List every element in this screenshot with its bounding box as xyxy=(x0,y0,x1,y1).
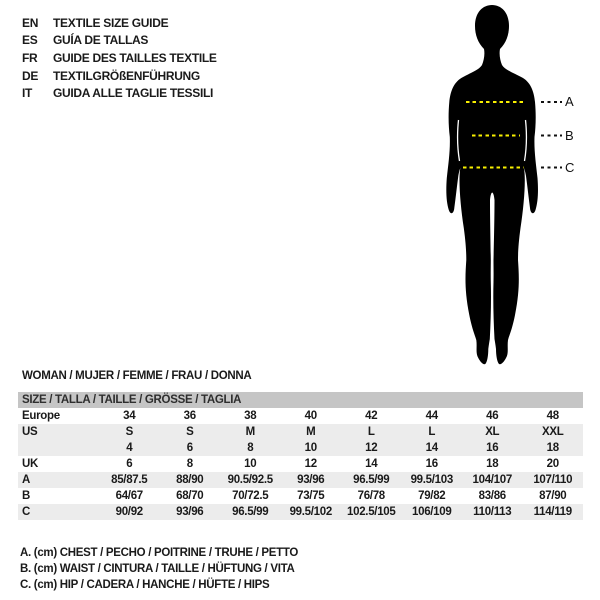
table-row-europe xyxy=(18,408,583,424)
size-cell: 46 xyxy=(486,410,499,422)
size-cell: 18 xyxy=(486,458,499,470)
size-cell: 16 xyxy=(486,442,499,454)
size-cell: 110/113 xyxy=(473,506,512,518)
marker-label-a: A xyxy=(565,94,574,109)
size-cell: 12 xyxy=(365,442,378,454)
row-label: UK xyxy=(22,458,39,470)
size-cell: 6 xyxy=(126,458,133,470)
size-cell: 68/70 xyxy=(176,490,204,502)
marker-label-b: B xyxy=(565,127,574,143)
size-cell: L xyxy=(428,426,436,438)
size-cell: 20 xyxy=(546,458,559,470)
size-cell: 106/109 xyxy=(412,506,452,518)
language-label: GUIDE DES TAILLES TEXTILE xyxy=(53,50,217,65)
size-cell: 10 xyxy=(244,458,257,470)
marker-label-c: C xyxy=(565,159,575,175)
table-row-uk xyxy=(18,456,583,472)
table-row-us-numeric xyxy=(18,440,583,456)
size-cell: 64/67 xyxy=(115,490,143,502)
size-cell: 76/78 xyxy=(357,490,385,502)
size-cell: 38 xyxy=(244,410,257,422)
size-cell: 4 xyxy=(126,442,133,454)
size-cell: 88/90 xyxy=(176,474,204,486)
size-cell: XL xyxy=(485,426,500,438)
size-cell: 104/107 xyxy=(472,474,512,486)
language-code: IT xyxy=(22,86,33,101)
row-label: Europe xyxy=(22,410,60,422)
language-code: ES xyxy=(22,33,38,48)
size-cell: S xyxy=(186,426,194,438)
measurement-figure xyxy=(440,0,600,378)
size-cell: 90/92 xyxy=(115,506,143,518)
size-cell: S xyxy=(125,426,133,438)
measurement-legend xyxy=(20,546,298,593)
language-label: TEXTILGRÖßENFÜHRUNG xyxy=(53,68,200,83)
size-cell: 14 xyxy=(365,458,378,470)
table-row-chest xyxy=(18,472,583,488)
row-label xyxy=(18,440,99,456)
table-row-us xyxy=(18,424,583,440)
language-row xyxy=(22,49,217,67)
language-code: DE xyxy=(22,68,39,83)
table-row-hip xyxy=(18,504,583,520)
size-cell: 10 xyxy=(304,442,317,454)
size-cell: 96.5/99 xyxy=(353,474,390,486)
size-cell: 48 xyxy=(546,410,559,422)
language-row xyxy=(22,14,217,32)
language-label: GUÍA DE TALLAS xyxy=(53,33,149,48)
language-label: GUIDA ALLE TAGLIE TESSILI xyxy=(53,86,214,101)
language-code: FR xyxy=(22,50,38,65)
language-code: EN xyxy=(22,15,39,30)
size-cell: 40 xyxy=(304,410,317,422)
size-cell: 87/90 xyxy=(539,490,567,502)
size-cell: 8 xyxy=(186,458,193,470)
size-cell: 6 xyxy=(186,442,193,454)
woman-silhouette-svg xyxy=(440,0,600,378)
size-cell: 79/82 xyxy=(418,490,446,502)
size-cell: 102.5/105 xyxy=(347,506,396,518)
language-label: TEXTILE SIZE GUIDE xyxy=(53,15,169,30)
legend-line-hip: C. (cm) HIP / CADERA / HANCHE / HÜFTE / HIPS xyxy=(20,578,270,591)
woman-silhouette xyxy=(446,5,538,364)
legend-line-chest: A. (cm) CHEST / PECHO / POITRINE / TRUHE / PETTO xyxy=(20,547,299,559)
size-cell: 14 xyxy=(425,442,438,454)
row-label: C xyxy=(22,506,31,518)
section-title: WOMAN / MUJER / FEMME / FRAU / DONNA xyxy=(22,370,252,382)
size-cell: 16 xyxy=(425,458,438,470)
size-cell: 99.5/102 xyxy=(289,506,332,518)
size-cell: M xyxy=(306,426,316,438)
size-cell: 90.5/92.5 xyxy=(227,474,273,486)
size-cell: 93/96 xyxy=(176,506,204,518)
language-title-block xyxy=(22,14,217,102)
language-row xyxy=(22,84,217,102)
size-cell: 36 xyxy=(183,410,196,422)
size-cell: 18 xyxy=(546,442,559,454)
size-cell: M xyxy=(245,426,255,438)
size-cell: 99.5/103 xyxy=(410,474,453,486)
size-cell: 70/72.5 xyxy=(232,490,269,502)
size-table xyxy=(18,392,583,520)
language-row xyxy=(22,32,217,50)
size-cell: 83/86 xyxy=(478,490,506,502)
table-header: SIZE / TALLA / TAILLE / GRÖSSE / TAGLIA xyxy=(18,392,583,408)
row-label: B xyxy=(22,490,31,502)
size-cell: 8 xyxy=(247,442,254,454)
size-cell: 34 xyxy=(123,410,136,422)
size-cell: 107/110 xyxy=(533,474,573,486)
size-cell: 114/119 xyxy=(533,506,572,518)
size-cell: L xyxy=(367,426,375,438)
size-cell: 42 xyxy=(365,410,378,422)
size-cell: 12 xyxy=(304,458,317,470)
size-cell: 96.5/99 xyxy=(232,506,269,518)
size-cell: 93/96 xyxy=(297,474,325,486)
size-cell: XXL xyxy=(542,426,564,438)
row-label: US xyxy=(22,426,38,438)
size-cell: 85/87.5 xyxy=(111,474,148,486)
legend-line-waist: B. (cm) WAIST / CINTURA / TAILLE / HÜFTUNG / VITA xyxy=(20,562,295,575)
size-cell: 73/75 xyxy=(297,490,325,502)
size-cell: 44 xyxy=(425,410,438,422)
table-row-waist xyxy=(18,488,583,504)
language-row xyxy=(22,67,217,85)
row-label: A xyxy=(22,474,31,486)
